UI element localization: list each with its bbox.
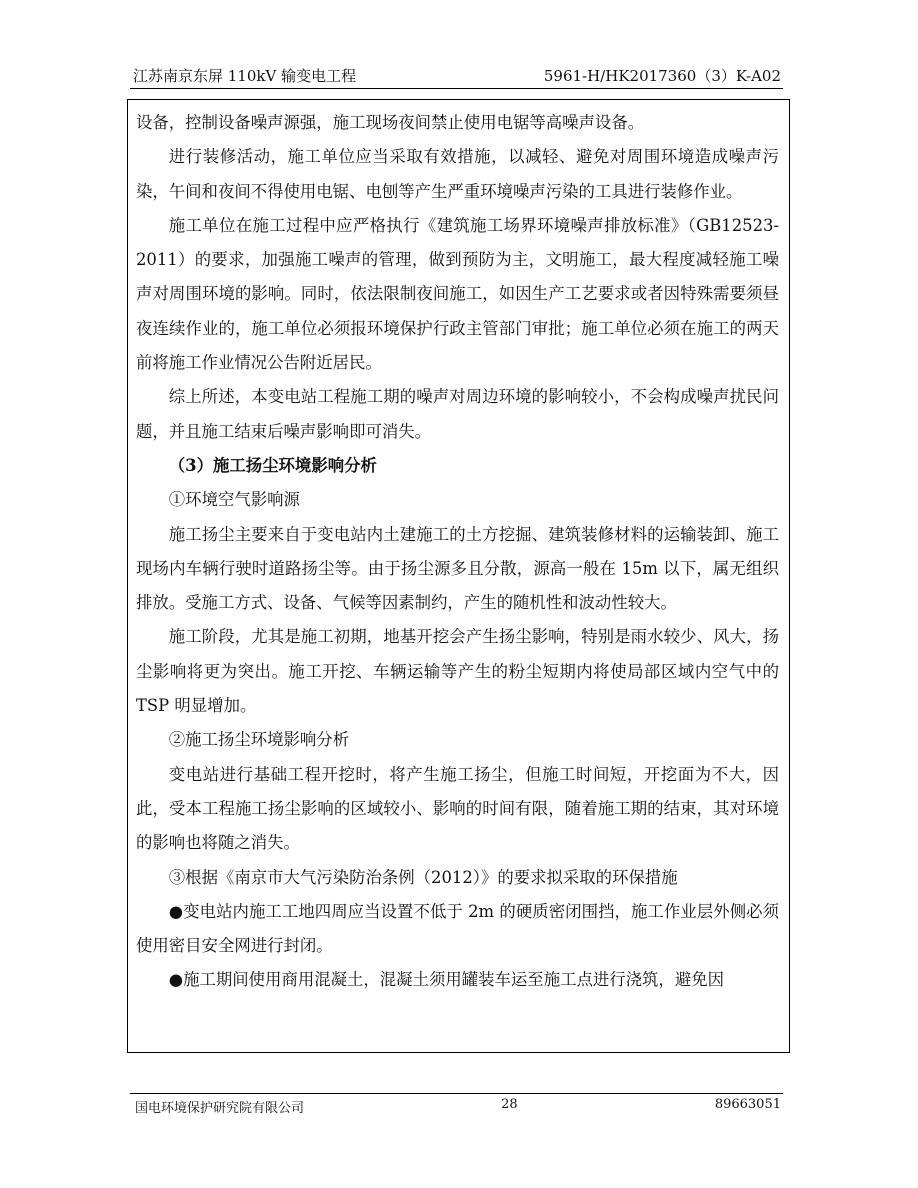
paragraph-2: 进行装修活动，施工单位应当采取有效措施，以减轻、避免对周围环境造成噪声污染，午间和夜间不得使用电锯、电刨等产生严重环境噪声污染的工具进行装修作业。: [136, 147, 779, 201]
subheading-1: ①环境空气影响源: [168, 490, 300, 510]
section-heading-3: （3）施工扬尘环境影响分析: [168, 455, 377, 475]
subheading-2: ②施工扬尘环境影响分析: [168, 730, 350, 750]
footer-phone: 89663051: [714, 1097, 781, 1112]
footer-organization: 国电环境保护研究院有限公司: [135, 1101, 305, 1116]
page-footer: [135, 1097, 781, 1116]
content-frame: [127, 99, 790, 1053]
paragraph-6: 施工阶段，尤其是施工初期，地基开挖会产生扬尘影响，特别是雨水较少、风大，扬尘影响将更为突出。施工开挖、车辆运输等产生的粉尘短期内将使局部区域内空气中的 TSP 明显增加。: [136, 627, 779, 716]
paragraph-7: 变电站进行基础工程开挖时，将产生施工扬尘，但施工时间短，开挖面为不大，因此，受本工程施工扬尘影响的区域较小、影响的时间有限，随着施工期的结束，其对环境的影响也将随之消失。: [136, 764, 779, 853]
bullet-item-1: ●变电站内施工工地四周应当设置不低于 2m 的硬质密闭围挡，施工作业层外侧必须使用密目安全网进行封闭。: [136, 901, 779, 956]
paragraph-4: 综上所述，本变电站工程施工期的噪声对周边环境的影响较小，不会构成噪声扰民问题，并且施工结束后噪声影响即可消失。: [136, 387, 779, 441]
page-header: [133, 64, 781, 86]
footer-rule: [130, 1093, 783, 1094]
content-body: [136, 106, 779, 998]
page-number: 28: [501, 1097, 518, 1112]
paragraph-1: 设备，控制设备噪声源强，施工现场夜间禁止使用电锯等高噪声设备。: [136, 113, 645, 132]
subheading-3: ③根据《南京市大气污染防治条例（2012）》的要求拟采取的环保措施: [168, 867, 678, 887]
header-rule: [130, 88, 783, 89]
paragraph-5: 施工扬尘主要来自于变电站内土建施工的土方挖掘、建筑装修材料的运输装卸、施工现场内车辆行驶时道路扬尘等。由于扬尘源多且分散，源高一般在 15m 以下，属无组织排放。受施工方式、设备、气候等因素制约，产生的随机性和波动性较大。: [136, 524, 779, 613]
header-document-code: 5961-H/HK2017360（3）K-A02: [543, 67, 781, 85]
paragraph-3: 施工单位在施工过程中应严格执行《建筑施工场界环境噪声排放标准》（GB12523-2011）的要求，加强施工噪声的管理，做到预防为主，文明施工，最大程度减轻施工噪声对周围环境的影响。同时，依法限制夜间施工，如因生产工艺要求或者因特殊需要须昼夜连续作业的，施工单位必须报环境保护行政主管部门审批；施工单位必须在施工的两天前将施工作业情况公告附近居民。: [136, 215, 779, 373]
header-project-title: 江苏南京东屏 110kV 输变电工程: [133, 67, 357, 85]
bullet-item-2: ●施工期间使用商用混凝土，混凝土须用罐装车运至施工点进行浇筑，避免因: [168, 970, 724, 990]
